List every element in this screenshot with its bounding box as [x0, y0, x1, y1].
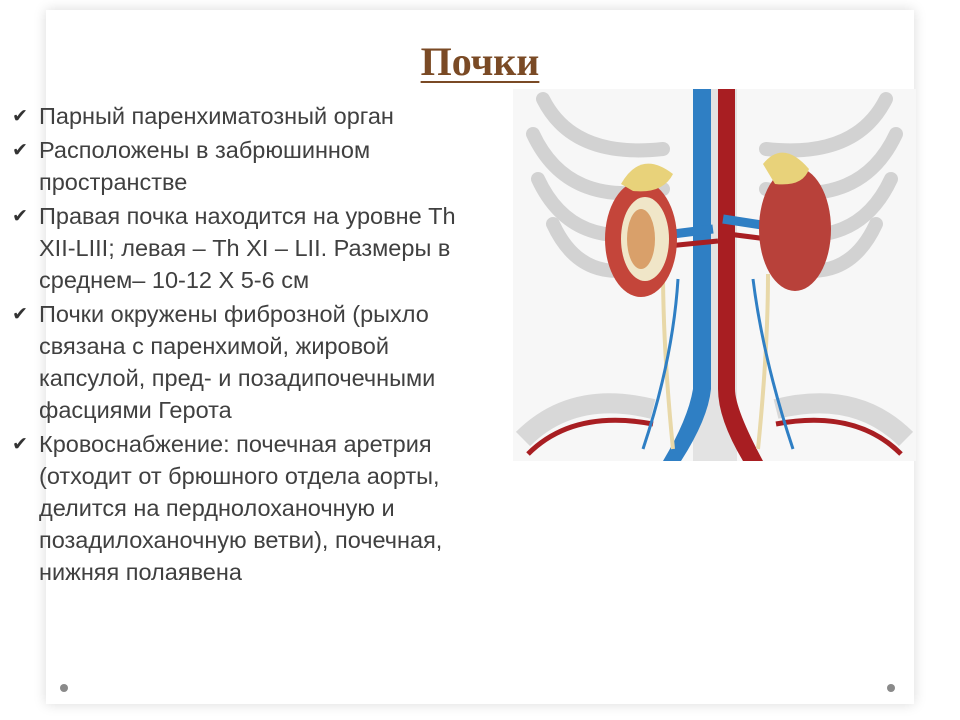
bullet-text: Кровоснабжение: почечная аретрия (отходит от брюшного отдела аорты, делится на перднолоханочную и позадилоханочную ветви), почечная, нижняя полаявена	[39, 431, 443, 585]
bullet-list	[12, 100, 477, 590]
bullet-item	[12, 134, 477, 198]
check-icon: ✔	[12, 433, 28, 455]
slide-dot-left	[60, 684, 68, 692]
slide-title: Почки	[420, 39, 540, 84]
bullet-text: Правая почка находится на уровне Th XII-LIII; левая – Th XI – LII. Размеры в среднем– 10-12 Х 5-6 см	[39, 203, 456, 293]
bullet-item	[12, 428, 477, 588]
bullet-item	[12, 298, 477, 426]
bullet-item	[12, 100, 477, 132]
check-icon: ✔	[12, 105, 28, 127]
bullet-item	[12, 200, 477, 296]
check-icon: ✔	[12, 205, 28, 227]
check-icon: ✔	[12, 303, 28, 325]
bullet-text: Парный паренхиматозный орган	[39, 103, 394, 129]
kidney-anatomy-illustration	[513, 89, 916, 461]
bullet-text: Почки окружены фиброзной (рыхло связана с паренхимой, жировой капсулой, пред- и позадипочечными фасциями Герота	[39, 301, 436, 423]
left-kidney	[759, 167, 831, 291]
bullet-text: Расположены в забрюшинном пространстве	[39, 137, 371, 195]
slide-dot-right	[887, 684, 895, 692]
check-icon: ✔	[12, 139, 28, 161]
